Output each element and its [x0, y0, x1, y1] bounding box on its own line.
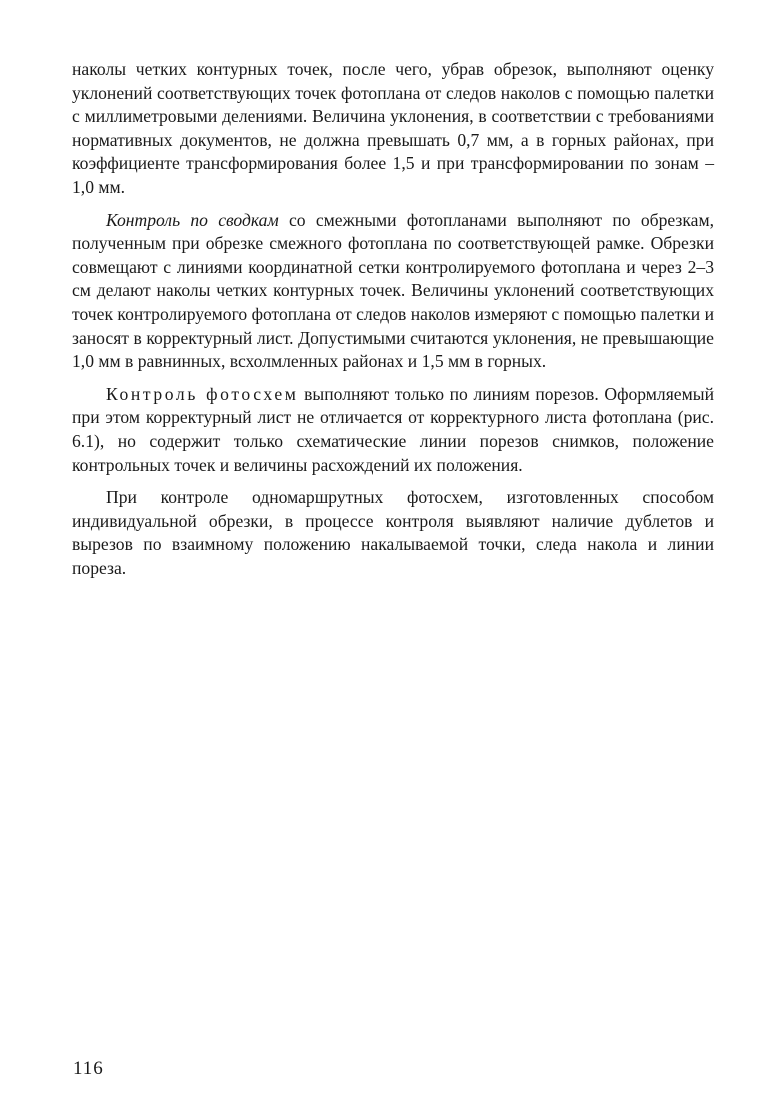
- paragraph-1-text: наколы четких контурных точек, после чего, убрав обрезок, выполняют оценку уклонений соответствующих точек фотоплана от следов наколов с помощью палетки с миллиметровыми делениями. Величина уклонения, в соответствии с требованиями нормативных документов, не должна превышать 0,7 мм, а в горных районах, при коэффициенте трансформирования более 1,5 и при трансформировании по зонам – 1,0 мм.: [72, 59, 714, 197]
- paragraph-2: [72, 209, 714, 374]
- page-body: [72, 58, 714, 580]
- paragraph-1: [72, 58, 714, 200]
- paragraph-2-text: со смежными фотопланами выполняют по обрезкам, полученным при обрезке смежного фотоплана по соответствующей рамке. Обрезки совмещают с линиями координатной сетки контролируемого фотоплана и через 2–3 см делают наколы четких контурных точек. Величины уклонений соответствующих точек контролируемого фотоплана от следов наколов измеряют с помощью палетки и заносят в корректурный лист. Допустимыми считаются уклонения, не превышающие 1,0 мм в равнинных, всхолмленных районах и 1,5 мм в горных.: [72, 209, 714, 372]
- paragraph-2-lead: Контроль по сводкам: [106, 209, 279, 230]
- paragraph-3-lead: Контроль фотосхем: [106, 383, 299, 404]
- paragraph-4: [72, 486, 714, 580]
- paragraph-3: [72, 383, 714, 477]
- paragraph-4-text: При контроле одномаршрутных фотосхем, изготовленных способом индивидуальной обрезки, в процессе контроля выявляют наличие дублетов и вырезов по взаимному положению накалываемой точки, следа накола и линии пореза.: [72, 487, 714, 578]
- page-number: 116: [73, 1058, 104, 1079]
- paragraph-3-text: выполняют только по линиям порезов. Оформляемый при этом корректурный лист не отличается от корректурного листа фотоплана (рис. 6.1), но содержит только схематические линии порезов снимков, положение контрольных точек и величины расхождений их положения.: [72, 383, 714, 475]
